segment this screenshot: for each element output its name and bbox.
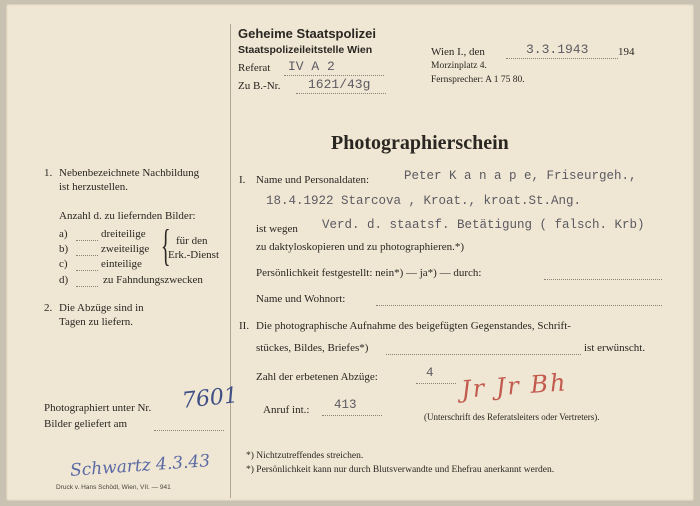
item2-line1: Die Abzüge sind in <box>59 302 144 314</box>
address: Morzinplatz 4. <box>431 61 487 71</box>
section2-line1: Die photographische Aufnahme des beigefügten Gegenstandes, Schrift- <box>256 320 571 332</box>
option-a-label: dreiteilige <box>101 228 146 240</box>
option-d-label: zu Fahndungszwecken <box>103 274 203 286</box>
referat-value: IV A 2 <box>288 59 335 74</box>
daktyloskopieren-text: zu daktyloskopieren und zu photographieren.*) <box>256 241 465 253</box>
bilder-label: Bilder geliefert am <box>44 418 128 430</box>
phone: Fernsprecher: A 1 75 80. <box>431 75 525 85</box>
item2-line2: Tagen zu liefern. <box>59 316 134 328</box>
zu-bnr-value: 1621/43g <box>308 77 371 92</box>
form-sheet <box>6 4 694 501</box>
option-b-letter: b) <box>59 243 69 255</box>
zu-bnr-label: Zu B.-Nr. <box>238 80 281 92</box>
date-value: 3.3.1943 <box>526 42 589 57</box>
option-d-letter: d) <box>59 274 69 286</box>
option-a-letter: a) <box>59 228 68 240</box>
footnote-1: *) Nichtzutreffendes streichen. <box>246 451 364 461</box>
column-divider <box>230 24 231 498</box>
name-value: Peter K a n a p e, Friseurgeh., <box>404 169 637 183</box>
delivery-signature: Schwartz 4.3.43 <box>69 451 211 481</box>
fuer-den-label: für den <box>176 235 208 247</box>
org-name: Geheime Staatspolizei <box>238 26 376 41</box>
erk-dienst-label: Erk.-Dienst <box>168 249 220 261</box>
name-wohnort-label: Name und Wohnort: <box>256 293 346 305</box>
unterschrift-caption: (Unterschrift des Referatsleiters oder Vertreters). <box>424 412 600 422</box>
referat-label: Referat <box>238 62 271 74</box>
office-name: Staatspolizeileitstelle Wien <box>238 44 373 56</box>
place-label: Wien I., den <box>431 46 485 58</box>
erwuenscht-label: ist erwünscht. <box>584 342 646 354</box>
zahl-label: Zahl der erbetenen Abzüge: <box>256 371 378 383</box>
option-c-letter: c) <box>59 258 68 270</box>
option-b-label: zweiteilige <box>101 243 150 255</box>
section2-line2: stückes, Bildes, Briefes*) <box>256 342 369 354</box>
name-label: Name und Personaldaten: <box>256 174 370 186</box>
photographiert-number: 7601 <box>180 383 240 414</box>
item2-num: 2. <box>44 302 53 314</box>
anruf-label: Anruf int.: <box>263 404 310 416</box>
item1-line1: Nebenbezeichnete Nachbildung <box>59 167 200 179</box>
wegen-value: Verd. d. staatsf. Betätigung ( falsch. Krb) <box>322 218 645 232</box>
personal-data-value: 18.4.1922 Starcova , Kroat., kroat.St.Ang. <box>266 194 582 208</box>
option-brace: { <box>161 221 171 270</box>
year-suffix: 194 <box>618 46 635 58</box>
footnote-2: *) Persönlichkeit kann nur durch Blutsverwandte und Ehefrau anerkannt werden. <box>246 465 555 475</box>
anruf-value: 413 <box>334 398 357 412</box>
zahl-value: 4 <box>426 366 434 380</box>
section2-num: II. <box>239 320 250 332</box>
item1-num: 1. <box>44 167 53 179</box>
red-signature-mark: Jr Jr Bh <box>460 368 569 404</box>
photographiert-label: Photographiert unter Nr. <box>44 402 152 414</box>
document-title: Photographierschein <box>331 132 509 154</box>
wegen-label: ist wegen <box>256 223 298 235</box>
persoenlichkeit-label: Persönlichkeit festgestellt: nein*) — ja*) — durch: <box>256 267 482 279</box>
section1-num: I. <box>239 174 246 186</box>
item1-line2: ist herzustellen. <box>59 181 129 193</box>
printer-imprint: Druck v. Hans Schödl, Wien, VII. — 941 <box>56 484 171 491</box>
anzahl-label: Anzahl d. zu liefernden Bilder: <box>59 210 196 222</box>
option-c-label: einteilige <box>101 258 142 270</box>
